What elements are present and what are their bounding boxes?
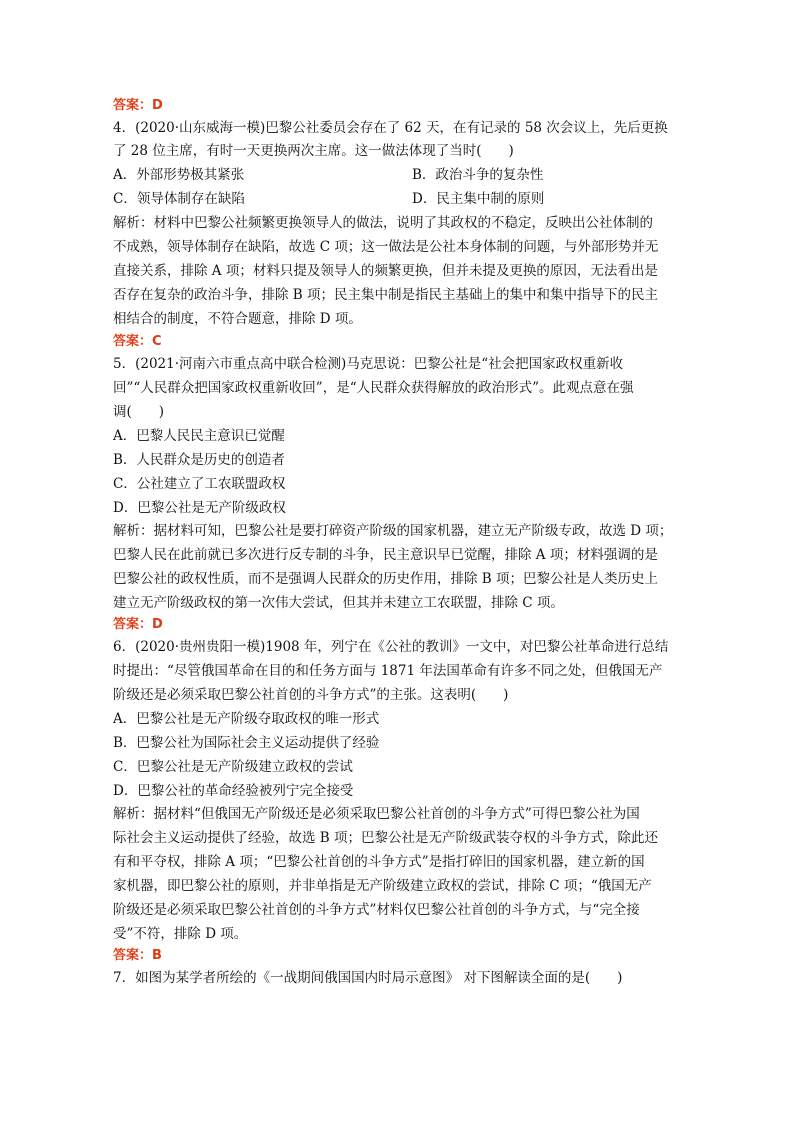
q4-analysis-line-5: 相结合的制度，不符合题意，排除 D 项。 [113,311,362,327]
q6-option-a: A．巴黎公社是无产阶级夺取政权的唯一形式 [113,711,380,727]
q5-analysis-line-3: 巴黎公社的政权性质，而不是强调人民群众的历史作用，排除 B 项；巴黎公社是人类历史上 [113,571,659,587]
q4-answer: 答案：C [113,334,162,349]
q6-option-c: C．巴黎公社是无产阶级建立政权的尝试 [113,759,353,775]
q6-answer: 答案：B [113,948,162,963]
q5-stem-line-2: 回”“人民群众把国家政权重新收回”，是“人民群众获得解放的政治形式”。此观点意在强 [113,380,634,396]
q4-option-c: C．领导体制存在缺陷 [113,191,245,207]
q5-option-b: B．人民群众是历史的创造者 [113,452,285,468]
q5-option-c: C．公社建立了工农联盟政权 [113,476,286,492]
q7-stem-line-1: 7．如图为某学者所绘的《一战期间俄国国内时局示意图》 对下图解读全面的是( ) [113,970,623,986]
q6-analysis-line-5: 阶级还是必须采取巴黎公社首创的斗争方式”材料仅巴黎公社首创的斗争方式，与“完全接 [113,902,640,918]
q4-option-d: D．民主集中制的原则 [412,191,545,207]
q4-analysis-line-3: 直接关系，排除 A 项；材料只提及领导人的频繁更换，但并未提及更换的原因，无法看出是 [113,263,658,279]
q5-stem-line-1: 5．(2021·河南六市重点高中联合检测)马克思说：巴黎公社是“社会把国家政权重新收 [113,356,624,372]
q6-analysis-line-2: 际社会主义运动提供了经验，故选 B 项；巴黎公社是无产阶级武装夺权的斗争方式，除此还 [113,830,659,846]
q4-option-b: B．政治斗争的复杂性 [412,167,544,183]
q6-analysis-line-6: 受”不符，排除 D 项。 [113,926,248,942]
q4-stem-line-2: 了 28 位主席，有时一天更换两次主席。这一做法体现了当时( ) [113,143,514,159]
q4-analysis-line-1: 解析：材料中巴黎公社频繁更换领导人的做法，说明了其政权的不稳定，反映出公社体制的 [113,215,653,231]
q6-option-b: B．巴黎公社为国际社会主义运动提供了经验 [113,735,380,751]
q5-analysis-line-4: 建立无产阶级政权的第一次伟大尝试，但其并未建立工农联盟，排除 C 项。 [113,595,564,611]
q6-stem-line-3: 阶级还是必须采取巴黎公社首创的斗争方式”的主张。这表明( ) [113,687,509,703]
q5-option-a: A．巴黎人民民主意识已觉醒 [113,428,285,444]
q4-stem-line-1: 4．(2020·山东威海一模)巴黎公社委员会存在了 62 天，在有记录的 58 次会议上，先后更换 [113,120,668,136]
q6-option-d: D．巴黎公社的革命经验被列宁完全接受 [113,783,354,799]
q5-answer: 答案：D [113,617,163,632]
q5-analysis-line-2: 巴黎人民在此前就已多次进行反专制的斗争，民主意识早已觉醒，排除 A 项；材料强调的是 [113,547,658,563]
q6-stem-line-2: 时提出：“尽管俄国革命在目的和任务方面与 1871 年法国革命有许多不同之处，但俄国无产 [113,663,663,679]
q3-answer: 答案：D [113,98,163,113]
q4-analysis-line-4: 否存在复杂的政治斗争，排除 B 项；民主集中制是指民主基础上的集中和集中指导下的民主 [113,287,659,303]
q5-analysis-line-1: 解析：据材料可知，巴黎公社是要打碎资产阶级的国家机器，建立无产阶级专政，故选 D 项； [113,523,673,539]
q6-analysis-line-4: 家机器，即巴黎公社的原则，并非单指是无产阶级建立政权的尝试，排除 C 项；“俄国无产 [113,878,652,894]
q5-stem-line-3: 调( ) [113,404,165,420]
q5-option-d: D．巴黎公社是无产阶级政权 [113,500,286,516]
q6-stem-line-1: 6．(2020·贵州贵阳一模)1908 年，列宁在《公社的教训》一文中，对巴黎公社革命进行总结 [113,639,669,655]
q6-analysis-line-3: 有和平夺权，排除 A 项；“巴黎公社首创的斗争方式”是指打碎旧的国家机器，建立新的国 [113,854,645,870]
q4-option-a: A．外部形势极其紧张 [113,167,245,183]
q6-analysis-line-1: 解析：据材料“但俄国无产阶级还是必须采取巴黎公社首创的斗争方式”可得巴黎公社为国 [113,806,640,822]
q4-analysis-line-2: 不成熟，领导体制存在缺陷，故选 C 项；这一做法是公社本身体制的问题，与外部形势并无 [113,239,659,255]
